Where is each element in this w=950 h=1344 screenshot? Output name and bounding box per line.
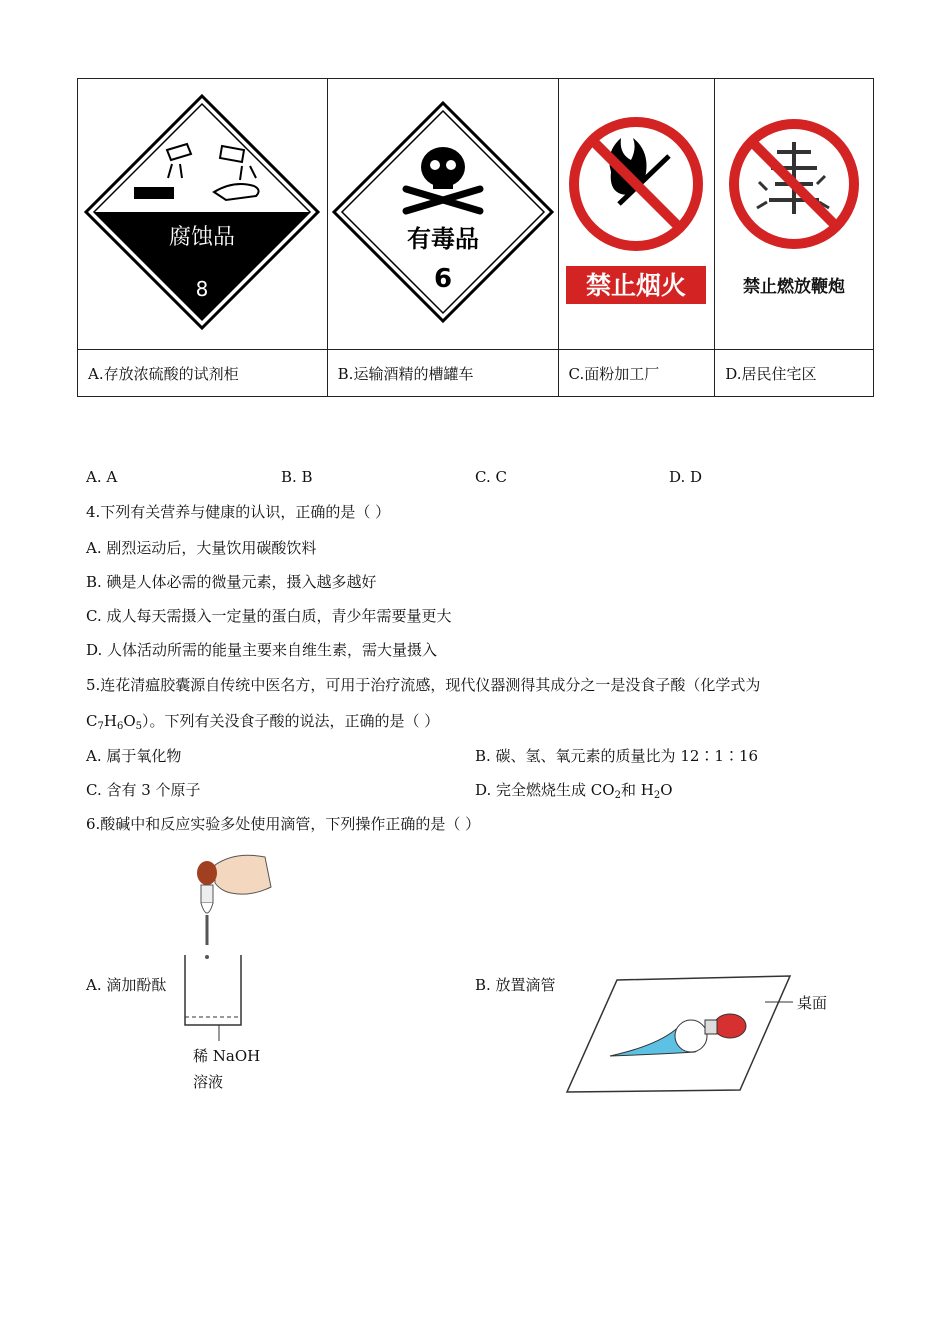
q5-stem-line2 bbox=[86, 712, 439, 730]
q3-option-b: B. B bbox=[281, 468, 313, 486]
q6-stem: 6.酸碱中和反应实验多处使用滴管，下列操作正确的是（ ） bbox=[86, 815, 481, 833]
toxic-sign-icon bbox=[330, 99, 556, 325]
no-firecracker-sign-cell bbox=[715, 79, 874, 350]
sign-caption-c: C.面粉加工厂 bbox=[558, 350, 715, 397]
q4-option-d: D. 人体活动所需的能量主要来自维生素，需大量摄入 bbox=[86, 641, 438, 659]
q5-option-a: A. 属于氧化物 bbox=[86, 747, 182, 765]
formula-c: C bbox=[86, 712, 98, 730]
q3-option-a: A. A bbox=[86, 468, 118, 486]
q5-option-b: B. 碳、氢、氧元素的质量比为 12∶1∶16 bbox=[475, 747, 759, 765]
h2o-subscript: 2 bbox=[653, 790, 661, 801]
q5-option-d-mid: 和 H bbox=[620, 781, 654, 799]
q6-option-b: B. 放置滴管 bbox=[475, 976, 556, 994]
q4-option-b: B. 碘是人体必需的微量元素，摄入越多越好 bbox=[86, 573, 377, 591]
formula-h: H bbox=[103, 712, 117, 730]
no-fire-sign-icon bbox=[561, 112, 711, 312]
corrosive-number: 8 bbox=[195, 277, 209, 301]
q5-stem-suffix: ）。下列有关没食子酸的说法，正确的是（ ） bbox=[142, 712, 440, 730]
toxic-sign-cell bbox=[327, 79, 558, 350]
q5-option-d bbox=[475, 781, 673, 799]
q5-option-c: C. 含有 3 个原子 bbox=[86, 781, 201, 799]
toxic-number: 6 bbox=[433, 264, 452, 294]
q4-option-a: A. 剧烈运动后，大量饮用碳酸饮料 bbox=[86, 539, 317, 557]
formula-h-count: 6 bbox=[116, 721, 124, 732]
beaker-label-line1: 稀 NaOH bbox=[193, 1047, 261, 1065]
q3-option-d: D. D bbox=[669, 468, 703, 486]
no-firecracker-label: 禁止燃放鞭炮 bbox=[743, 277, 846, 297]
dropper-desk-illustration bbox=[565, 970, 845, 1095]
signs-table bbox=[77, 78, 874, 397]
co2-subscript: 2 bbox=[614, 790, 621, 801]
q6-option-a: A. 滴加酚酞 bbox=[86, 976, 167, 994]
no-fire-label: 禁止烟火 bbox=[586, 271, 687, 300]
sign-caption-b: B.运输酒精的槽罐车 bbox=[327, 350, 558, 397]
q3-option-c: C. C bbox=[475, 468, 507, 486]
q5-option-d-prefix: D. 完全燃烧生成 CO bbox=[475, 781, 615, 799]
no-fire-sign-cell bbox=[558, 79, 715, 350]
desk-label: 桌面 bbox=[797, 994, 828, 1012]
formula-o-count: 5 bbox=[135, 721, 143, 732]
q4-option-c: C. 成人每天需摄入一定量的蛋白质，青少年需要量更大 bbox=[86, 607, 452, 625]
sign-caption-a: A.存放浓硫酸的试剂柜 bbox=[78, 350, 328, 397]
sign-caption-d: D.居民住宅区 bbox=[715, 350, 874, 397]
q4-stem: 4.下列有关营养与健康的认识，正确的是（ ） bbox=[86, 503, 391, 521]
dropper-beaker-illustration bbox=[175, 845, 285, 1095]
q5-stem-line1: 5.连花清瘟胶囊源自传统中医名方，可用于治疗流感，现代仪器测得其成分之一是没食子酸（化学式为 bbox=[86, 676, 761, 694]
formula-o: O bbox=[123, 712, 136, 730]
beaker-label-line2: 溶液 bbox=[193, 1073, 224, 1091]
q5-option-d-end: O bbox=[660, 781, 673, 799]
corrosive-sign-cell bbox=[78, 79, 328, 350]
toxic-label: 有毒品 bbox=[406, 225, 479, 253]
formula-c-count: 7 bbox=[97, 721, 104, 732]
no-firecracker-sign-icon bbox=[719, 112, 869, 312]
corrosive-label: 腐蚀品 bbox=[169, 225, 236, 250]
corrosive-sign-icon bbox=[82, 92, 322, 332]
